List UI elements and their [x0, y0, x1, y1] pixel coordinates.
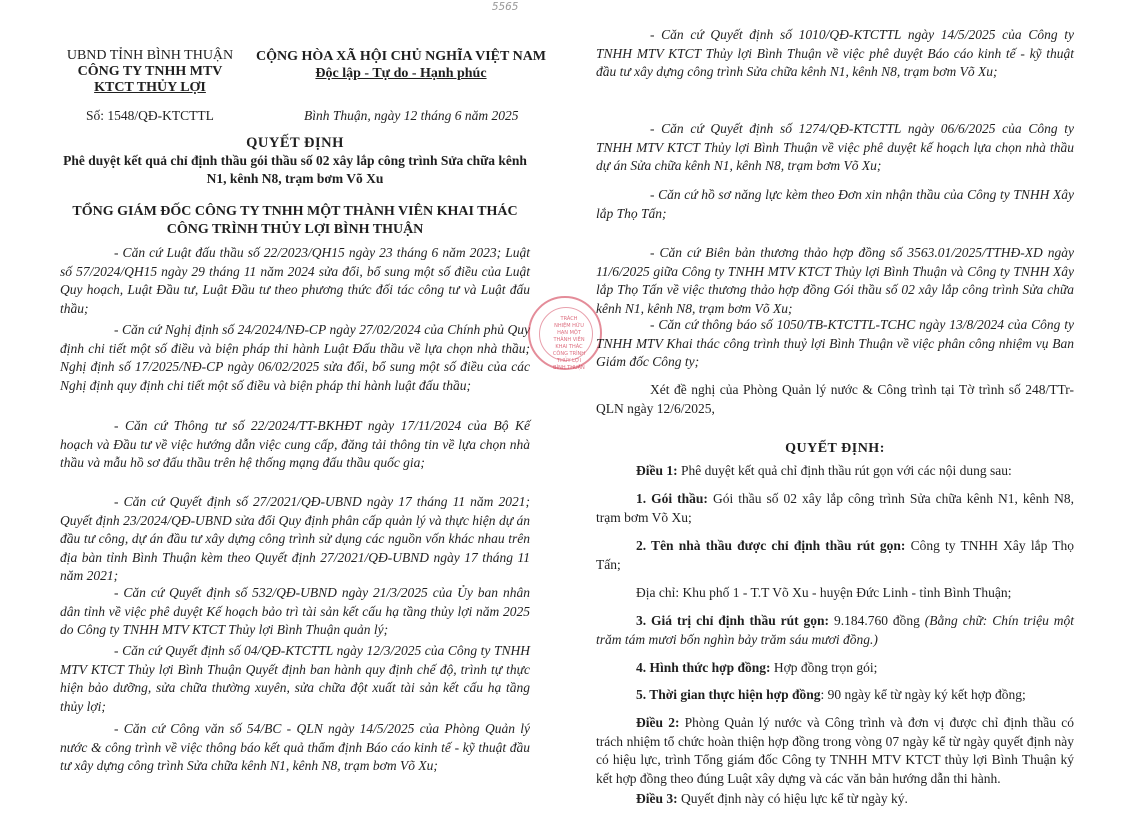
left-paragraph-3: - Căn cứ Thông tư số 22/2024/TT-BKHĐT ngày 17/11/2024 của Bộ Kế hoạch và Đầu tư về việc hướng dẫn việc cung cấp, đăng tải thông tin về lựa chọn nhà thầu và mẫu hồ sơ đấu thầu trên hệ thống mạng đấu thầu quốc gia;	[60, 418, 530, 471]
article-1: Điều 1: Phê duyệt kết quả chỉ định thầu rút gọn với các nội dung sau:	[636, 463, 1012, 478]
item-1: 1. Gói thầu: Gói thầu số 02 xây lắp công trình Sửa chữa kênh N1, kênh N8, trạm bơm Võ Xu;	[596, 491, 1075, 525]
authority-line-1: TỔNG GIÁM ĐỐC CÔNG TY TNHH MỘT THÀNH VIÊN KHAI THÁC	[72, 204, 518, 219]
left-paragraph-4: - Căn cứ Quyết định số 27/2021/QĐ-UBND ngày 17 tháng 11 năm 2021; Quyết định 23/2024/QĐ-UBND sửa đổi Quy định phân cấp quản lý và thực hiện dự án đầu tư công, dự án đầu tư xây dựng công trình sử dụng các nguồn vốn khác nhau trên địa bàn tỉnh Bình Thuận kèm theo Quyết định 27/2021/QĐ-UBND ngày 17 tháng 11 năm 2021;	[60, 494, 530, 584]
left-paragraph-5: - Căn cứ Quyết định số 532/QĐ-UBND ngày 21/3/2025 của Ủy ban nhân dân tỉnh về việc phê duyệt Kế hoạch bảo trì tài sản kết cấu hạ tầng thủy lợi năm 2025 do Công ty TNHH MTV KTCT Thủy lợi Bình Thuận quản lý;	[60, 585, 530, 638]
issuing-organization	[60, 48, 240, 96]
right-paragraph-4: - Căn cứ Biên bản thương thảo hợp đồng số 3563.01/2025/TTHĐ-XD ngày 11/6/2025 giữa Công ty TNHH MTV KTCT Thủy lợi Bình Thuận và Công ty TNHH Xây lắp Thọ Tấn về việc thương thảo hợp đồng Gói thầu số 02 xây lắp công trình Sửa chữa kênh N1, kênh N8, trạm bơm Võ Xu;	[596, 245, 1074, 316]
right-paragraph-5: - Căn cứ thông báo số 1050/TB-KTCTTL-TCHC ngày 13/8/2024 của Công ty TNHH MTV Khai thác công trình thuỷ lợi Bình Thuận về việc phân công nhiệm vụ Ban Giám đốc Công ty;	[596, 317, 1074, 370]
item-4: 4. Hình thức hợp đồng: Hợp đồng trọn gói;	[636, 660, 878, 675]
article-3: Điều 3: Quyết định này có hiệu lực kể từ ngày ký.	[636, 791, 908, 806]
org-line-3: KTCT THỦY LỢI	[94, 80, 206, 95]
document-type: QUYẾT ĐỊNH	[246, 135, 344, 151]
left-paragraph-7: - Căn cứ Công văn số 54/BC - QLN ngày 14/5/2025 của Phòng Quản lý nước & công trình về việc thông báo kết quả thẩm định Báo cáo kinh tế - kỹ thuật đầu tư xây dựng công trình Sửa chữa kênh N1, kênh N8, trạm bơm Võ Xu;	[60, 721, 530, 774]
right-paragraph-3: - Căn cứ hồ sơ năng lực kèm theo Đơn xin nhận thầu của Công ty TNHH Xây lắp Thọ Tấn;	[596, 187, 1074, 221]
national-heading	[256, 48, 546, 82]
org-line-2: CÔNG TY TNHH MTV	[77, 64, 223, 79]
item-5: 5. Thời gian thực hiện hợp đồng: 90 ngày kể từ ngày ký kết hợp đồng;	[636, 687, 1026, 702]
handwritten-mark: 5565	[492, 0, 519, 13]
article-2: Điều 2: Phòng Quản lý nước và Công trình và đơn vị được chỉ định thầu có trách nhiệm tổ chức hoàn thiện hợp đồng trong vòng 07 ngày kể từ ngày quyết định này có hiệu lực, trình Tổng giám đốc Công ty TNHH MTV KTCT thủy lợi Bình Thuận ký kết hợp đồng theo đúng Luật xây dựng và các văn bản hướng dẫn thi hành.	[596, 715, 1074, 786]
company-seal-text: TRÁCH NHIỆM HỮU HẠN MỘT THÀNH VIÊN KHAI THÁC CÔNG TRÌNH THỦY LỢI BÌNH THUẬN	[552, 316, 586, 371]
document-number: Số: 1548/QĐ-KTCTTL	[86, 108, 214, 123]
authority-line-2: CÔNG TRÌNH THỦY LỢI BÌNH THUẬN	[166, 222, 424, 237]
right-paragraph-2: - Căn cứ Quyết định số 1274/QĐ-KTCTTL ngày 06/6/2025 của Công ty TNHH MTV KTCT Thủy lợi Bình Thuận về việc phê duyệt kế hoạch lựa chọn nhà thầu dự án Sửa chữa kênh N1, kênh N8, trạm bơm Võ Xu;	[596, 121, 1074, 174]
right-paragraph-1: - Căn cứ Quyết định số 1010/QĐ-KTCTTL ngày 14/5/2025 của Công ty TNHH MTV KTCT Thủy lợi Bình Thuận về việc phê duyệt Báo cáo kinh tế - kỹ thuật đầu tư xây dựng công trình Sửa chữa kênh N1, kênh N8, trạm bơm Võ Xu;	[596, 27, 1074, 80]
decision-heading: QUYẾT ĐỊNH:	[785, 441, 885, 456]
subject-line-2: N1, kênh N8, trạm bơm Võ Xu	[206, 171, 384, 186]
title-block	[60, 135, 530, 239]
subject-line-1: Phê duyệt kết quả chỉ định thầu gói thầu số 02 xây lắp công trình Sửa chữa kênh	[63, 153, 527, 168]
left-paragraph-1: - Căn cứ Luật đấu thầu số 22/2023/QH15 ngày 23 tháng 6 năm 2023; Luật số 57/2024/QH15 ngày 29 tháng 11 năm 2024 sửa đổi, bổ sung một số điều của Luật Quy hoạch, Luật Đầu tư, Luật Đầu tư theo phương thức đối tác công tư và Luật đấu thầu;	[60, 245, 530, 316]
left-paragraph-6: - Căn cứ Quyết định số 04/QĐ-KTCTTL ngày 12/3/2025 của Công ty TNHH MTV KTCT Thủy lợi Bình Thuận Quyết định ban hành quy định chế độ, trình tự thực hiện bảo dưỡng, sửa chữa thường xuyên, sửa chữa đột xuất tài sản kết cấu hạ tầng thủy lợi;	[60, 643, 530, 714]
contractor-address: Địa chỉ: Khu phố 1 - T.T Võ Xu - huyện Đức Linh - tỉnh Bình Thuận;	[636, 585, 1012, 600]
country-name: CỘNG HÒA XÃ HỘI CHỦ NGHĨA VIỆT NAM	[256, 49, 547, 64]
org-line-1: UBND TỈNH BÌNH THUẬN	[66, 48, 234, 63]
item-3: 3. Giá trị chỉ định thầu rút gọn: 9.184.760 đồng (Bằng chữ: Chín triệu một trăm tám mươi bốn nghìn bảy trăm sáu mươi đồng.)	[596, 613, 1075, 647]
item-2: 2. Tên nhà thầu được chỉ định thầu rút gọn: Công ty TNHH Xây lắp Thọ Tấn;	[596, 538, 1075, 572]
issue-date: Bình Thuận, ngày 12 tháng 6 năm 2025	[304, 108, 519, 123]
left-paragraph-2: - Căn cứ Nghị định số 24/2024/NĐ-CP ngày 27/02/2024 của Chính phủ Quy định chi tiết một số điều và biện pháp thi hành Luật Đấu thầu về lựa chọn nhà thầu; Nghị định số 17/2025/NĐ-CP ngày 06/02/2025 sửa đổi, bổ sung một số điều của các Nghị định quy định chi tiết một số điều và biện pháp thi hành luật đấu thầu;	[60, 322, 530, 393]
national-motto: Độc lập - Tự do - Hạnh phúc	[315, 66, 487, 81]
proposal-paragraph: Xét đề nghị của Phòng Quản lý nước & Công trình tại Tờ trình số 248/TTr-QLN ngày 12/6/2025,	[596, 382, 1074, 416]
